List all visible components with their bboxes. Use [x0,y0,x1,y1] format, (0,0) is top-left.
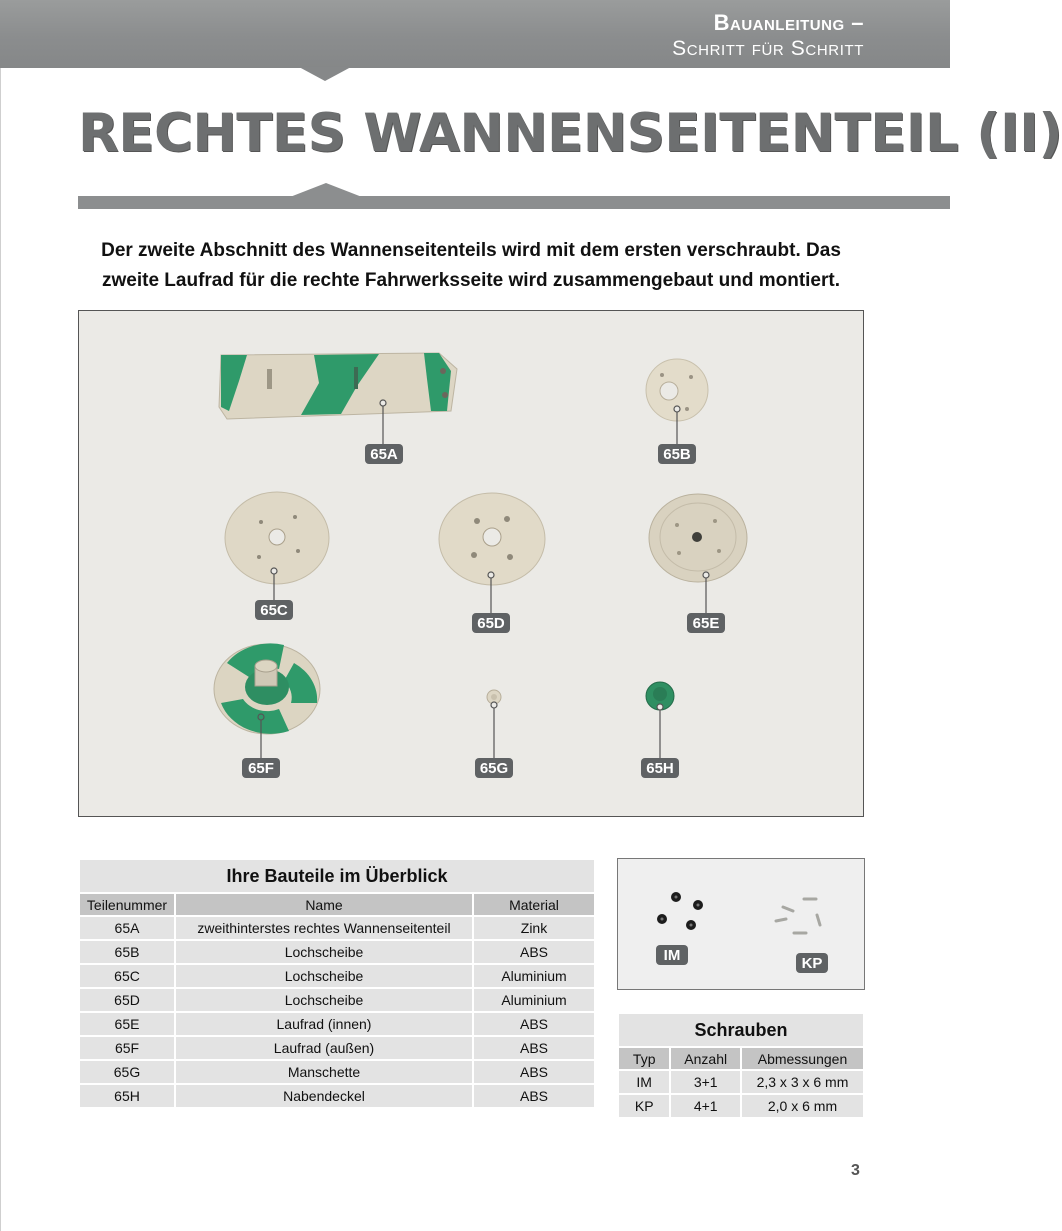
part-name: zweithinterstes rechtes Wannenseitenteil [175,916,473,940]
part-number: 65E [79,1012,175,1036]
label-65f: 65F [248,760,274,777]
part-material: ABS [473,1060,595,1084]
part-number: 65B [79,940,175,964]
table-row [79,916,595,940]
part-65a-hull-panel [219,353,457,419]
screw-dimensions: 2,3 x 3 x 6 mm [741,1070,864,1094]
label-kp: KP [801,955,823,972]
table-row [79,1060,595,1084]
part-name: Lochscheibe [175,964,473,988]
screws-kp-image [776,899,820,933]
page-title: RECHTES WANNENSEITENTEIL (II) [78,103,1062,164]
part-name: Lochscheibe [175,940,473,964]
table-row [618,1094,864,1118]
header-title-line2: Schritt für Schritt [672,37,864,60]
label-im: IM [663,947,681,964]
screws-col-count: Anzahl [670,1047,741,1070]
table-row [618,1070,864,1094]
intro-text: Der zweite Abschnitt des Wannenseitenteils wird mit dem ersten verschraubt. Das zweite Laufrad für die rechte Fahrwerksseite wird zusammengebaut und montiert. [101,240,841,291]
label-65e: 65E [692,615,720,632]
screws-photo [617,858,865,990]
table-row [79,1012,595,1036]
callout-65g [475,702,513,778]
part-number: 65C [79,964,175,988]
header-notch [299,67,351,81]
part-name: Nabendeckel [175,1084,473,1108]
screw-type: IM [618,1070,670,1094]
screw-count: 3+1 [670,1070,741,1094]
screws-col-dimensions: Abmessungen [741,1047,864,1070]
label-65c: 65C [260,602,288,619]
screw-type: KP [618,1094,670,1118]
part-65e-wheel-inner [649,494,747,582]
part-number: 65H [79,1084,175,1108]
part-number: 65A [79,916,175,940]
part-material: ABS [473,1084,595,1108]
callout-im [656,945,688,965]
table-row [79,1084,595,1108]
screw-dimensions: 2,0 x 6 mm [741,1094,864,1118]
screw-count: 4+1 [670,1094,741,1118]
part-material: ABS [473,940,595,964]
label-65d: 65D [477,615,505,632]
callout-65h [641,704,679,778]
part-material: ABS [473,1036,595,1060]
title-rule [78,196,950,209]
part-material: Zink [473,916,595,940]
screws-im-image [657,892,703,930]
part-number: 65G [79,1060,175,1084]
table-row [79,964,595,988]
parts-table [78,858,596,1109]
part-material: Aluminium [473,988,595,1012]
parts-col-name: Name [175,893,473,916]
label-65h: 65H [646,760,674,777]
part-name: Laufrad (innen) [175,1012,473,1036]
title-rule-bump [290,183,362,197]
part-65d-disc [439,493,545,585]
table-row [79,988,595,1012]
part-material: ABS [473,1012,595,1036]
part-name: Laufrad (außen) [175,1036,473,1060]
callout-kp [796,953,828,973]
part-material: Aluminium [473,964,595,988]
label-65b: 65B [663,446,691,463]
part-name: Lochscheibe [175,988,473,1012]
part-number: 65D [79,988,175,1012]
part-name: Manschette [175,1060,473,1084]
screws-table [617,1012,865,1119]
part-65f-wheel-outer [214,643,320,734]
part-number: 65F [79,1036,175,1060]
parts-col-material: Material [473,893,595,916]
page-edge [0,68,1,1231]
parts-table-caption: Ihre Bauteile im Überblick [79,859,595,893]
parts-photo [78,310,864,817]
parts-col-number: Teilenummer [79,893,175,916]
label-65a: 65A [370,446,398,463]
screws-table-caption: Schrauben [618,1013,864,1047]
table-row [79,940,595,964]
screws-col-type: Typ [618,1047,670,1070]
page-number: 3 [851,1162,860,1179]
header-title-line1: Bauanleitung – [713,10,864,35]
section-header [672,10,864,62]
table-row [79,1036,595,1060]
label-65g: 65G [479,760,509,777]
